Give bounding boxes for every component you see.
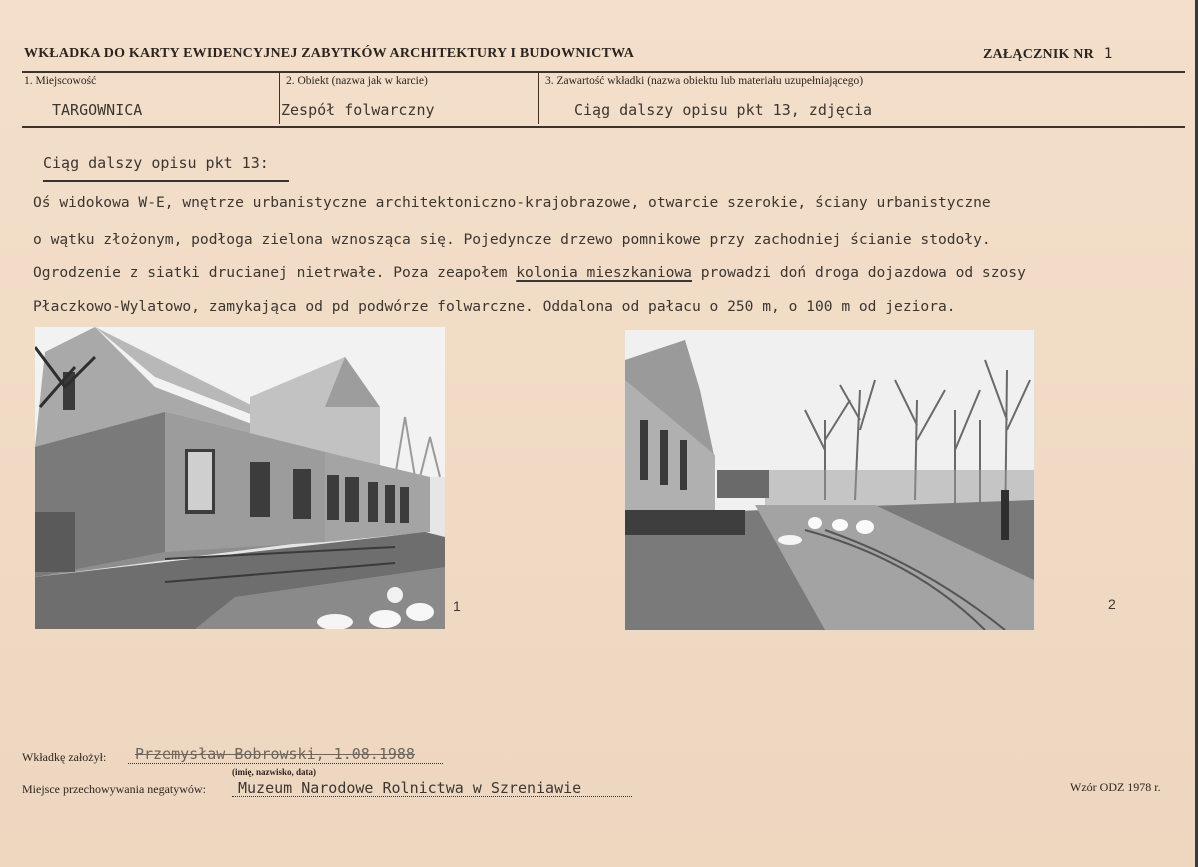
object-value: Zespół folwarczny (281, 101, 435, 119)
description-line: o wątku złożonym, podłoga zielona wznosząca się. Pojedyncze drzewo pomnikowe przy zachodniej ścianie stodoły. (33, 231, 991, 248)
attachment-number-value: 1 (1103, 46, 1113, 62)
field-divider (279, 72, 280, 124)
description-line: Płaczkowo-Wylatowo, zamykająca od pd podwórze folwarczne. Oddalona od pałacu o 250 m, o 100 m od jeziora. (33, 298, 956, 315)
content-value: Ciąg dalszy opisu pkt 13, zdjęcia (574, 101, 873, 119)
card-title: WKŁADKA DO KARTY EWIDENCYJNEJ ZABYTKÓW ARCHITEKTURY I BUDOWNICTWA (24, 46, 635, 61)
locality-label: 1. Miejscowość (24, 75, 97, 87)
object-label: 2. Obiekt (nazwa jak w karcie) (286, 75, 428, 87)
founded-value-text: Przemysław Bobrowski, 1.08.1988 (135, 745, 415, 763)
content-label: 3. Zawartość wkładki (nazwa obiektu lub materiału uzupełniającego) (545, 75, 864, 87)
storage-value: Muzeum Narodowe Rolnictwa w Szreniawie (238, 779, 582, 797)
description-text: prowadzi doń droga dojazdowa od szosy (691, 264, 1026, 281)
founded-dotted-line (128, 763, 443, 764)
description-line (33, 264, 1026, 281)
form-template-note: Wzór ODZ 1978 r. (1070, 780, 1161, 794)
description-line: Oś widokowa W-E, wnętrze urbanistyczne architektoniczno-krajobrazowe, otwarcie szerokie, ściany urbanistyczne (33, 194, 991, 211)
locality-value: TARGOWNICA (52, 101, 143, 119)
photo-number: 1 (453, 598, 461, 614)
founded-label: Wkładkę założył: (22, 750, 107, 764)
attachment-number (983, 46, 1113, 63)
founded-note: (imię, nazwisko, data) (232, 767, 316, 777)
description-subheading: Ciąg dalszy opisu pkt 13: (43, 154, 269, 172)
fields-rule (22, 126, 1185, 128)
attachment-label: ZAŁĄCZNIK NR (983, 47, 1094, 62)
founded-value (135, 745, 415, 763)
photo-manor-house (35, 327, 445, 629)
storage-label: Miejsce przechowywania negatywów: (22, 782, 206, 796)
photo-number: 2 (1108, 596, 1116, 612)
underlined-phrase: kolonia mieszkaniowa (516, 264, 692, 281)
subheading-underline (43, 180, 289, 182)
photo-courtyard (625, 330, 1034, 630)
field-divider (538, 72, 539, 124)
header-rule (22, 71, 1185, 73)
description-text: Ogrodzenie z siatki drucianej nietrwałe. Poza zeapołem (33, 264, 517, 281)
